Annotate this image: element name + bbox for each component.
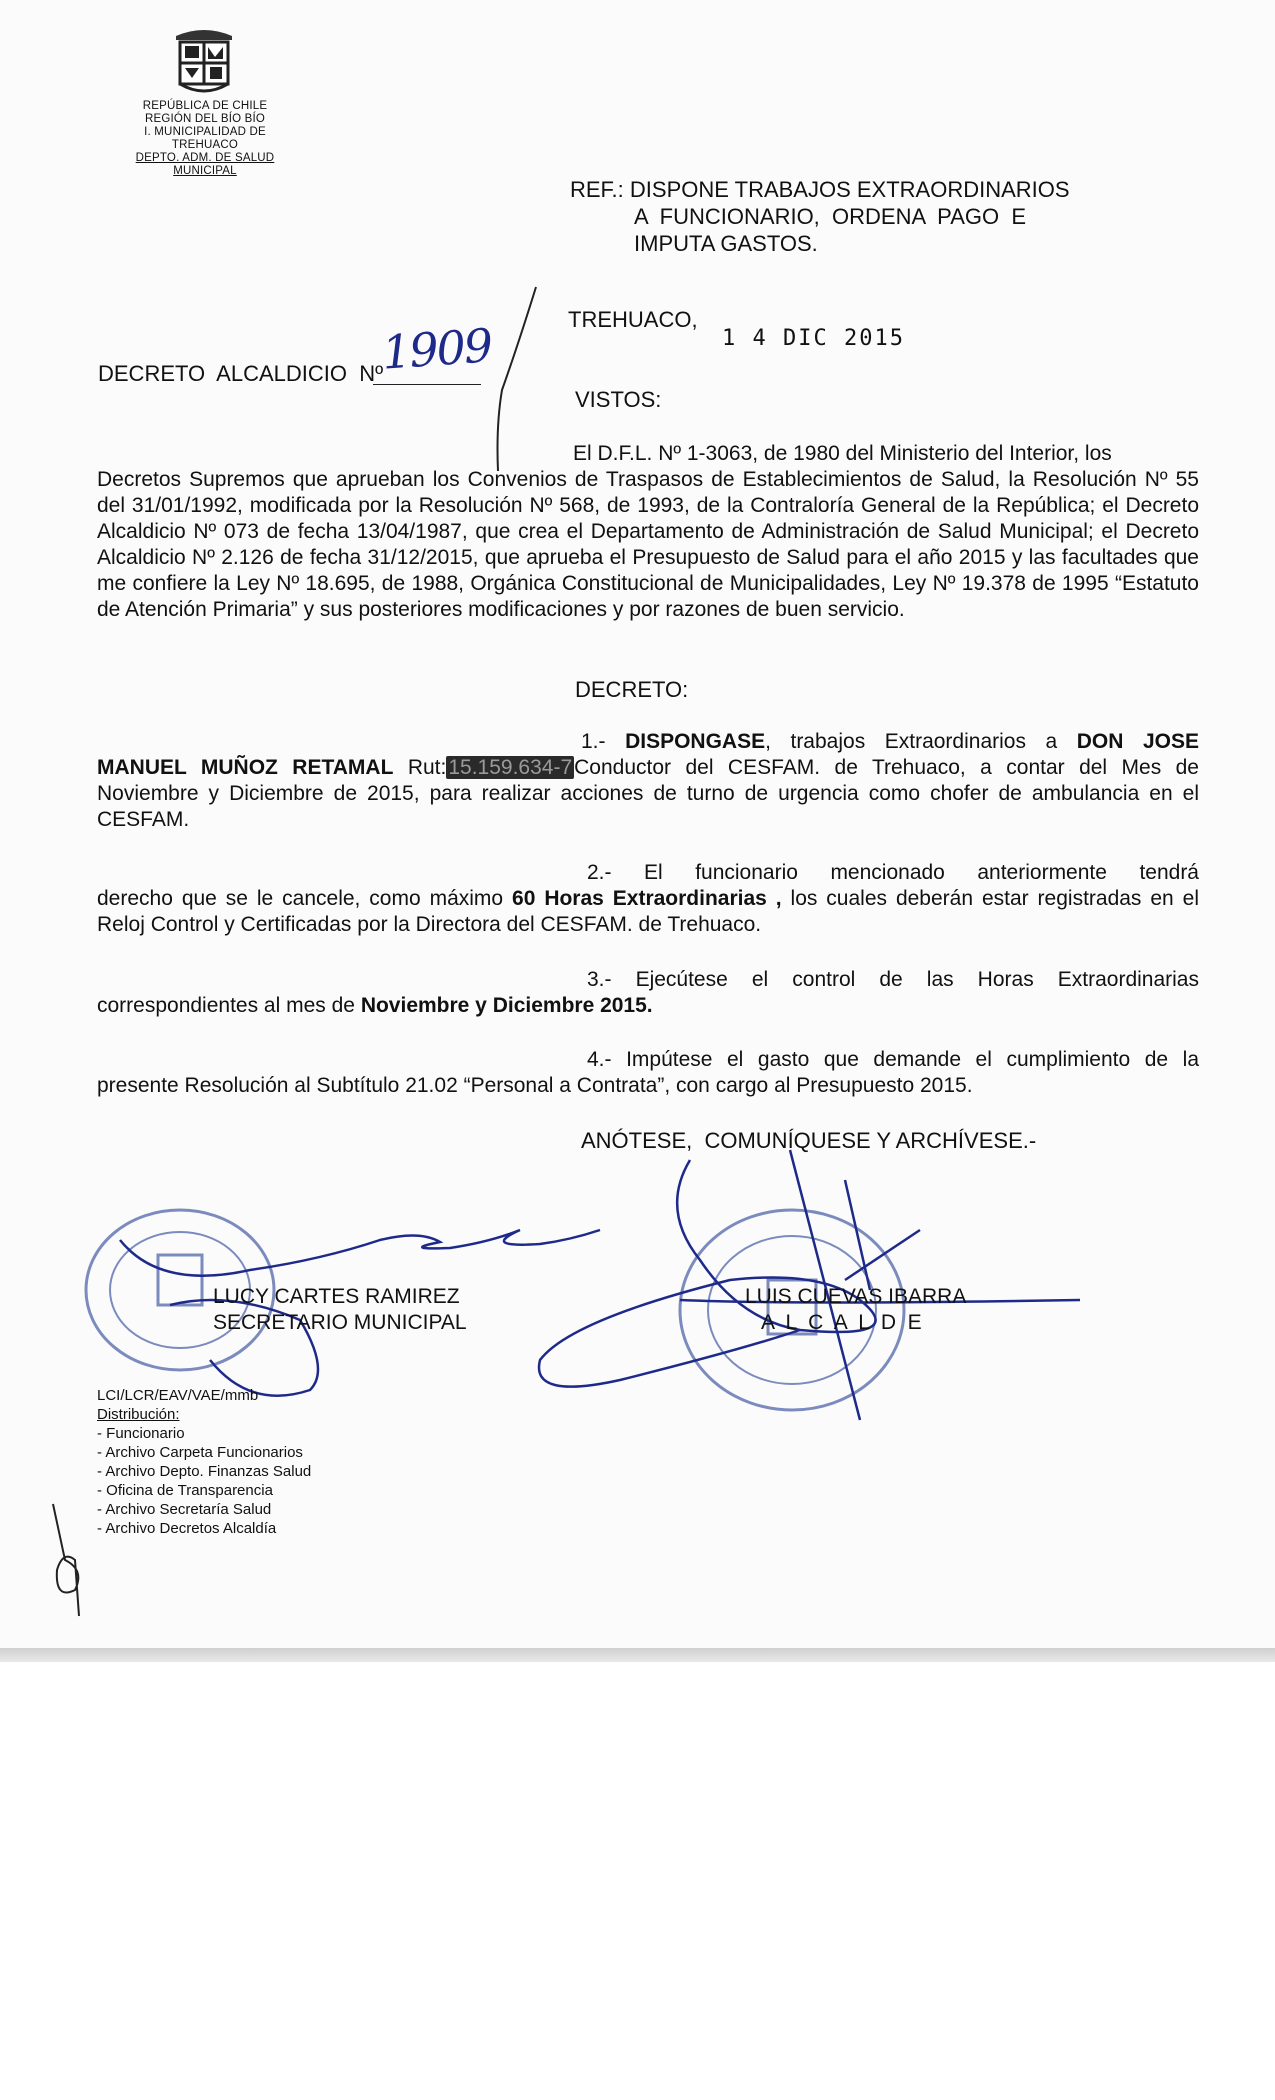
item-2-text-a: derecho que se le cancele, como máximo [97, 887, 513, 910]
decree-label: DECRETO ALCALDICIO Nº [98, 361, 384, 386]
item-2-text-b: los cuales deberán estar registradas en el Reloj Control y Certificadas por la Directora del CESFAM. de Trehuaco. [97, 887, 1199, 936]
reference-block [570, 176, 1090, 257]
item-3-text: correspondientes al mes de [97, 994, 361, 1017]
distribution-block [97, 1386, 311, 1538]
distribution-item: - Oficina de Transparencia [97, 1482, 273, 1499]
item-2-hours: 60 Horas Extraordinarias , [512, 887, 782, 910]
decree-item-3 [97, 967, 1199, 1019]
item-4-text: presente Resolución al Subtítulo 21.02 “Personal a Contrata”, con cargo al Presupuesto 2015. [97, 1074, 973, 1097]
signer-left-name: LUCY CARTES RAMIREZ [213, 1285, 460, 1308]
letterhead-country: REPÚBLICA DE CHILE [142, 100, 268, 112]
item-1-name-a: DON JOSE [1076, 730, 1199, 753]
distribution-heading: Distribución: [97, 1406, 180, 1423]
signer-left [213, 1284, 467, 1336]
distribution-item: - Archivo Depto. Finanzas Salud [97, 1463, 312, 1480]
item-1-text-a: , trabajos Extraordinarios a [765, 730, 1077, 753]
letterhead-region: REGIÓN DEL BÍO BÍO [144, 113, 266, 125]
item-3-first-line: 3.- Ejecútese el control de las Horas Extraordinarias [587, 968, 1199, 991]
distribution-item: - Archivo Decretos Alcaldía [97, 1520, 277, 1537]
decreto-heading: DECRETO: [575, 677, 689, 702]
decree-number-handwritten: 1909 [380, 318, 493, 380]
item-1-name-b: MANUEL MUÑOZ RETAMAL [97, 756, 394, 779]
handwritten-signatures [100, 1130, 1100, 1430]
item-1-rut-label: Rut: [393, 756, 447, 779]
vistos-text: Decretos Supremos que aprueban los Convenios de Traspasos de Establecimientos de Salud, la Resolución Nº 55 del 31/01/1992, modificada por la Resolución Nº 568, de 1993, de la Contraloría General de la República; el Decreto Alcaldicio Nº 073 de fecha 13/04/1987, que crea el Departamento de Administración de Salud Municipal; el Decreto Alcaldicio Nº 2.126 de fecha 31/12/2015, que aprueba el Presupuesto de Salud para el año 2015 y las facultades que me confiere la Ley Nº 18.695, de 1988, Orgánica Constitucional de Municipalidades, Ley Nº 19.378 de 1995 “Estatuto de Atención Primaria” y sus posteriores modificaciones y por razones de buen servicio. [97, 468, 1199, 621]
decree-number-underline [373, 384, 481, 385]
item-4-first-line: 4.- Impútese el gasto que demande el cumplimiento de la [587, 1048, 1199, 1071]
initial-mark-signature [45, 1500, 105, 1620]
reference-line-3: IMPUTA GASTOS. [634, 231, 818, 256]
decree-item-1 [97, 729, 1199, 833]
item-2-first-line: 2.- El funcionario mencionado anteriormente tendrá [587, 861, 1199, 884]
item-1-number: 1.- [581, 730, 626, 753]
letterhead-municipality: I. MUNICIPALIDAD DE TREHUACO [144, 126, 266, 151]
item-3-months: Noviembre y Diciembre 2015. [360, 994, 653, 1017]
item-1-first-line [97, 729, 1199, 755]
decree-item-4 [97, 1047, 1199, 1099]
signer-right-title: A L C A L D E [761, 1311, 922, 1334]
distribution-item: - Archivo Carpeta Funcionarios [97, 1444, 303, 1461]
letterhead-department: DEPTO. ADM. DE SALUD MUNICIPAL [135, 152, 275, 177]
initials: LCI/LCR/EAV/VAE/mmb [97, 1387, 259, 1404]
decree-item-2 [97, 860, 1199, 938]
distribution-item: - Archivo Secretaría Salud [97, 1501, 272, 1518]
rut-redacted: 15.159.634-7 [448, 756, 573, 779]
vistos-paragraph [97, 441, 1199, 623]
letterhead [120, 100, 290, 178]
scan-edge [0, 1648, 1275, 1662]
signer-right-name: LUIS CUEVAS IBARRA [745, 1285, 967, 1308]
reference-line-1: REF.: DISPONE TRABAJOS EXTRAORDINARIOS [570, 177, 1070, 202]
vistos-first-line: El D.F.L. Nº 1-3063, de 1980 del Ministerio del Interior, los [573, 442, 1112, 465]
item-1-text-b: Conductor del CESFAM. de Trehuaco, a contar del Mes de Noviembre y Diciembre de 2015, para realizar acciones de turno de urgencia como chofer de ambulancia en el CESFAM. [97, 756, 1199, 831]
item-1-verb: DISPONGASE [625, 730, 766, 753]
coat-of-arms-logo [170, 22, 238, 98]
place-label: TREHUACO, [568, 307, 698, 332]
date-stamp: 1 4 DIC 2015 [722, 326, 905, 351]
signer-right [745, 1284, 966, 1336]
reference-line-2: A FUNCIONARIO, ORDENA PAGO E [634, 204, 1026, 229]
distribution-item: - Funcionario [97, 1425, 185, 1442]
vistos-heading: VISTOS: [575, 387, 662, 412]
closing-formula: ANÓTESE, COMUNÍQUESE Y ARCHÍVESE.- [581, 1128, 1037, 1153]
signer-left-title: SECRETARIO MUNICIPAL [213, 1311, 467, 1334]
